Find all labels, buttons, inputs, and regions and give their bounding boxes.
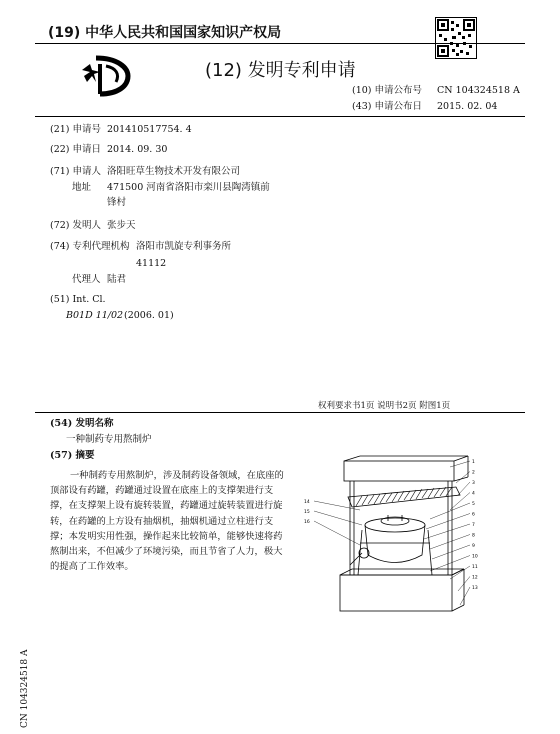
invention-title-label: (54) 发明名称 <box>50 418 114 429</box>
drawing-reference-numeral: 11 <box>472 565 478 570</box>
int-cl-code: B01D 11/02 <box>66 310 124 321</box>
application-publication-date-label: (43) 申请公布日 <box>352 101 423 112</box>
address-label: 地址 <box>72 182 92 193</box>
drawing-leader-line <box>430 535 470 550</box>
drawing-reference-numeral: 1 <box>472 460 475 465</box>
drawing-reference-numeral: 2 <box>472 470 475 476</box>
authority-heading: (19) 中华人民共和国国家知识产权局 <box>48 25 282 41</box>
drawing-reference-numeral: 3 <box>472 481 475 486</box>
int-cl-version: (2006. 01) <box>124 310 174 321</box>
drawing-leader-line <box>432 545 470 559</box>
drawing-leader-line <box>458 482 470 495</box>
application-number: 201410517754. 4 <box>107 124 192 135</box>
side-publication-number: CN 104324518 A <box>20 649 30 728</box>
address-line-2: 锋村 <box>107 197 127 208</box>
section-rule <box>35 412 525 413</box>
document-type-heading: (12) 发明专利申请 <box>205 60 356 81</box>
drawing-reference-numeral: 5 <box>472 502 475 507</box>
applicant-label: (71) 申请人 <box>50 166 102 177</box>
abstract-drawing <box>300 455 480 624</box>
drawing-reference-numeral: 4 <box>472 491 475 497</box>
application-publication-number-label: (10) 申请公布号 <box>352 85 423 96</box>
applicant-name: 洛阳旺草生物技术开发有限公司 <box>107 166 241 177</box>
drawing-reference-numeral: 8 <box>472 533 475 539</box>
drawing-leader-line <box>314 521 360 545</box>
patent-office-emblem-icon <box>78 54 134 102</box>
abstract-label: (57) 摘要 <box>50 450 95 461</box>
drawing-leader-line <box>450 461 470 467</box>
application-publication-date: 2015. 02. 04 <box>437 101 498 112</box>
drawing-leader-line <box>314 501 360 510</box>
inventor-label: (72) 发明人 <box>50 220 102 231</box>
drawing-reference-numeral: 6 <box>472 512 475 518</box>
qr-code-icon <box>435 17 477 59</box>
drawing-reference-numeral: 10 <box>472 554 478 560</box>
drawing-leader-line <box>450 566 470 579</box>
drawing-reference-numeral: 15 <box>304 510 310 515</box>
publication-rule <box>35 116 525 117</box>
drawing-reference-numeral: 13 <box>472 586 478 591</box>
drawing-reference-numeral: 14 <box>304 500 310 505</box>
agent-name: 陆君 <box>107 274 127 285</box>
agent-label: 代理人 <box>72 274 101 285</box>
drawing-leader-line <box>314 511 362 525</box>
drawing-reference-numeral: 12 <box>472 575 478 581</box>
filing-date: 2014. 09. 30 <box>107 144 168 155</box>
application-number-label: (21) 申请号 <box>50 124 102 135</box>
invention-title: 一种制药专用熬制炉 <box>66 434 152 445</box>
header-rule <box>35 43 525 44</box>
drawing-leader-line <box>424 524 470 539</box>
int-cl-label: (51) Int. Cl. <box>50 294 106 305</box>
patent-agency-code: 41112 <box>136 258 167 269</box>
drawing-reference-numeral: 7 <box>472 523 475 528</box>
drawing-reference-numeral: 9 <box>472 544 475 549</box>
inventor-name: 张步天 <box>107 220 136 231</box>
filing-date-label: (22) 申请日 <box>50 144 102 155</box>
abstract-text: 一种制药专用熬制炉，涉及制药设备领域，在底座的顶部设有药罐，药罐通过设置在底座上的支撑架进行支撑，在支撑架上设有旋转装置，药罐通过旋转装置进行旋转，在药罐的上方设有抽烟机，抽烟机通过立柱进行支撑；本发明实用性强，操作起来比较简单，能够快速将药熬制出来，不但减少了环境污染，而且节省了人力，极大的提高了工作效率。 <box>50 470 284 573</box>
drawing-reference-numeral: 16 <box>304 520 310 525</box>
drawing-leader-line <box>430 503 470 519</box>
application-publication-number: CN 104324518 A <box>437 85 520 96</box>
patent-agency-label: (74) 专利代理机构 <box>50 241 130 252</box>
address-line-1: 471500 河南省洛阳市栾川县陶湾镇前 <box>107 182 270 193</box>
drawing-leader-line <box>460 587 470 605</box>
page-count-summary: 权利要求书1页 说明书2页 附图1页 <box>318 401 451 411</box>
patent-agency-name: 洛阳市凯旋专利事务所 <box>136 241 232 252</box>
